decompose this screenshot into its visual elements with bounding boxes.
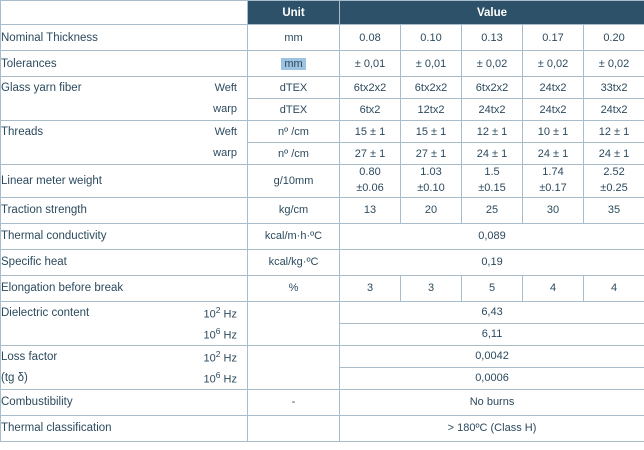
- row-sublabel-weft: Weft: [214, 81, 237, 94]
- cell-value: ± 0,01: [340, 51, 401, 77]
- cell-value-bottom: ±0.15: [478, 181, 506, 194]
- cell-value: 0.08: [340, 25, 401, 51]
- cell-value: 6tx2x2: [462, 77, 523, 99]
- cell-value-bottom: ±0.10: [417, 181, 445, 194]
- cell-value: ± 0,02: [584, 51, 644, 77]
- row-label-text: Loss factor: [1, 350, 58, 363]
- cell-value: 35: [584, 197, 644, 223]
- table-row: [1, 121, 644, 143]
- cell-value: 12 ± 1: [584, 121, 644, 143]
- row-unit-traction-strength: kg/cm: [248, 197, 340, 223]
- cell-value-merged: 0,089: [340, 223, 644, 249]
- table-row: [1, 51, 644, 77]
- freq-exponent: 2: [215, 304, 221, 315]
- cell-value: 6tx2x2: [340, 77, 401, 99]
- cell-value: 12tx2: [401, 99, 462, 121]
- row-unit-combustibility: -: [248, 389, 340, 415]
- table-row: [1, 165, 644, 198]
- row-unit-glass-yarn-warp: dTEX: [248, 99, 340, 121]
- cell-value: 6tx2x2: [401, 77, 462, 99]
- row-label-loss-factor: [1, 345, 248, 367]
- table-row: [1, 25, 644, 51]
- cell-value: 33tx2: [584, 77, 644, 99]
- header-blank: [1, 1, 248, 25]
- cell-value: 25: [462, 197, 523, 223]
- cell-value: [584, 165, 644, 198]
- row-sublabel-frequency: [204, 326, 237, 342]
- table-row: [1, 275, 644, 301]
- table-row: [1, 197, 644, 223]
- row-label-text: (tg δ): [1, 372, 28, 385]
- cell-value-bottom: ±0.25: [600, 181, 628, 194]
- cell-value-merged: 0,0042: [340, 345, 644, 367]
- cell-value-top: 2.52: [603, 166, 625, 178]
- row-unit-thermal-conductivity: kcal/m·h·ºC: [248, 223, 340, 249]
- cell-value-bottom: ±0.17: [539, 181, 567, 194]
- cell-value: 15 ± 1: [401, 121, 462, 143]
- row-label-combustibility: Combustibility: [1, 389, 248, 415]
- row-label-threads: [1, 121, 248, 143]
- table-row: [1, 323, 644, 345]
- table-row: [1, 389, 644, 415]
- row-sublabel-frequency: [204, 370, 237, 386]
- table-row: [1, 223, 644, 249]
- row-label-glass-yarn-fiber-warp: [1, 99, 248, 121]
- cell-value-merged: 0,19: [340, 249, 644, 275]
- cell-value: 27 ± 1: [340, 143, 401, 165]
- cell-value-merged: No burns: [340, 389, 644, 415]
- cell-value: 24tx2: [584, 99, 644, 121]
- cell-value: 4: [584, 275, 644, 301]
- cell-value: 5: [462, 275, 523, 301]
- row-unit-nominal-thickness: mm: [248, 25, 340, 51]
- freq-unit: Hz: [220, 352, 237, 365]
- row-label-elongation-before-break: Elongation before break: [1, 275, 248, 301]
- row-unit-specific-heat: kcal/kg·ºC: [248, 249, 340, 275]
- row-unit-thermal-classification: [248, 415, 340, 441]
- row-label-glass-yarn-fiber: [1, 77, 248, 99]
- table-row: [1, 415, 644, 441]
- cell-value: 24tx2: [462, 99, 523, 121]
- table-row: [1, 345, 644, 367]
- row-label-dielectric-content: [1, 301, 248, 323]
- cell-value: 24 ± 1: [584, 143, 644, 165]
- cell-value: 20: [401, 197, 462, 223]
- row-label-linear-meter-weight: Linear meter weight: [1, 165, 248, 198]
- row-unit-tolerances: [248, 51, 340, 77]
- row-sublabel-frequency: [204, 305, 237, 321]
- row-label-text: Dielectric content: [1, 306, 90, 319]
- cell-value: 0.10: [401, 25, 462, 51]
- row-sublabel-warp: warp: [213, 103, 237, 116]
- row-unit-loss-factor-2: [248, 367, 340, 389]
- cell-value: 24tx2: [523, 99, 584, 121]
- row-sublabel-weft: Weft: [214, 125, 237, 138]
- cell-value-bottom: ±0.06: [356, 181, 384, 194]
- row-unit-elongation: %: [248, 275, 340, 301]
- cell-value-top: 1.5: [484, 166, 500, 178]
- cell-value: [523, 165, 584, 198]
- cell-value: [462, 165, 523, 198]
- cell-value: ± 0,02: [462, 51, 523, 77]
- freq-unit: Hz: [220, 329, 237, 342]
- cell-value: 13: [340, 197, 401, 223]
- cell-value: 24 ± 1: [462, 143, 523, 165]
- cell-value: 30: [523, 197, 584, 223]
- table-row: [1, 77, 644, 99]
- cell-value: 4: [523, 275, 584, 301]
- row-label-dielectric-content-2: [1, 323, 248, 345]
- table-row: [1, 367, 644, 389]
- row-unit-linear-meter-weight: g/10mm: [248, 165, 340, 198]
- row-label-threads-warp: [1, 143, 248, 165]
- row-unit-threads-weft: nº /cm: [248, 121, 340, 143]
- row-label-tolerances: Tolerances: [1, 51, 248, 77]
- cell-value: [401, 165, 462, 198]
- table-row: [1, 249, 644, 275]
- freq-exponent: 6: [215, 326, 221, 337]
- row-label-thermal-classification: Thermal classification: [1, 415, 248, 441]
- cell-value: [340, 165, 401, 198]
- cell-value: 3: [401, 275, 462, 301]
- row-label-specific-heat: Specific heat: [1, 249, 248, 275]
- highlighted-unit-text: mm: [281, 58, 305, 70]
- row-unit-threads-warp: nº /cm: [248, 143, 340, 165]
- cell-value: ± 0,01: [401, 51, 462, 77]
- freq-exponent: 2: [215, 348, 221, 359]
- cell-value: 0.20: [584, 25, 644, 51]
- row-label-loss-factor-tan-delta: [1, 367, 248, 389]
- cell-value-merged: 0,0006: [340, 367, 644, 389]
- cell-value: ± 0,02: [523, 51, 584, 77]
- header-unit: Unit: [248, 1, 340, 25]
- freq-base: 10: [203, 352, 216, 365]
- cell-value-merged: 6,43: [340, 301, 644, 323]
- cell-value: 10 ± 1: [523, 121, 584, 143]
- cell-value-top: 1.74: [542, 166, 564, 178]
- table-row: [1, 301, 644, 323]
- cell-value: 24tx2: [523, 77, 584, 99]
- cell-value: 27 ± 1: [401, 143, 462, 165]
- cell-value-top: 1.03: [420, 166, 442, 178]
- row-sublabel-warp: warp: [213, 147, 237, 160]
- table-row: [1, 143, 644, 165]
- table-header-row: [1, 1, 644, 25]
- freq-unit: Hz: [220, 308, 237, 321]
- cell-value-top: 0.80: [359, 166, 381, 178]
- row-label-thermal-conductivity: Thermal conductivity: [1, 223, 248, 249]
- cell-value: 0.17: [523, 25, 584, 51]
- cell-value-merged: > 180ºC (Class H): [340, 415, 644, 441]
- row-label-text: Glass yarn fiber: [1, 81, 82, 94]
- header-value: Value: [340, 1, 644, 25]
- cell-value: 15 ± 1: [340, 121, 401, 143]
- row-label-nominal-thickness: Nominal Thickness: [1, 25, 248, 51]
- freq-unit: Hz: [220, 373, 237, 386]
- cell-value: 0.13: [462, 25, 523, 51]
- cell-value: 6tx2: [340, 99, 401, 121]
- cell-value-merged: 6,11: [340, 323, 644, 345]
- row-sublabel-frequency: [204, 349, 237, 365]
- row-label-traction-strength: Traction strength: [1, 197, 248, 223]
- freq-base: 10: [203, 373, 216, 386]
- cell-value: 3: [340, 275, 401, 301]
- row-unit-dielectric-2: [248, 323, 340, 345]
- row-label-text: Threads: [1, 125, 44, 138]
- table-row: [1, 99, 644, 121]
- row-unit-loss-factor-1: [248, 345, 340, 367]
- freq-base: 10: [203, 329, 216, 342]
- row-unit-glass-yarn-weft: dTEX: [248, 77, 340, 99]
- freq-base: 10: [203, 308, 216, 321]
- row-unit-dielectric-1: [248, 301, 340, 323]
- cell-value: 24 ± 1: [523, 143, 584, 165]
- freq-exponent: 6: [215, 370, 221, 381]
- cell-value: 12 ± 1: [462, 121, 523, 143]
